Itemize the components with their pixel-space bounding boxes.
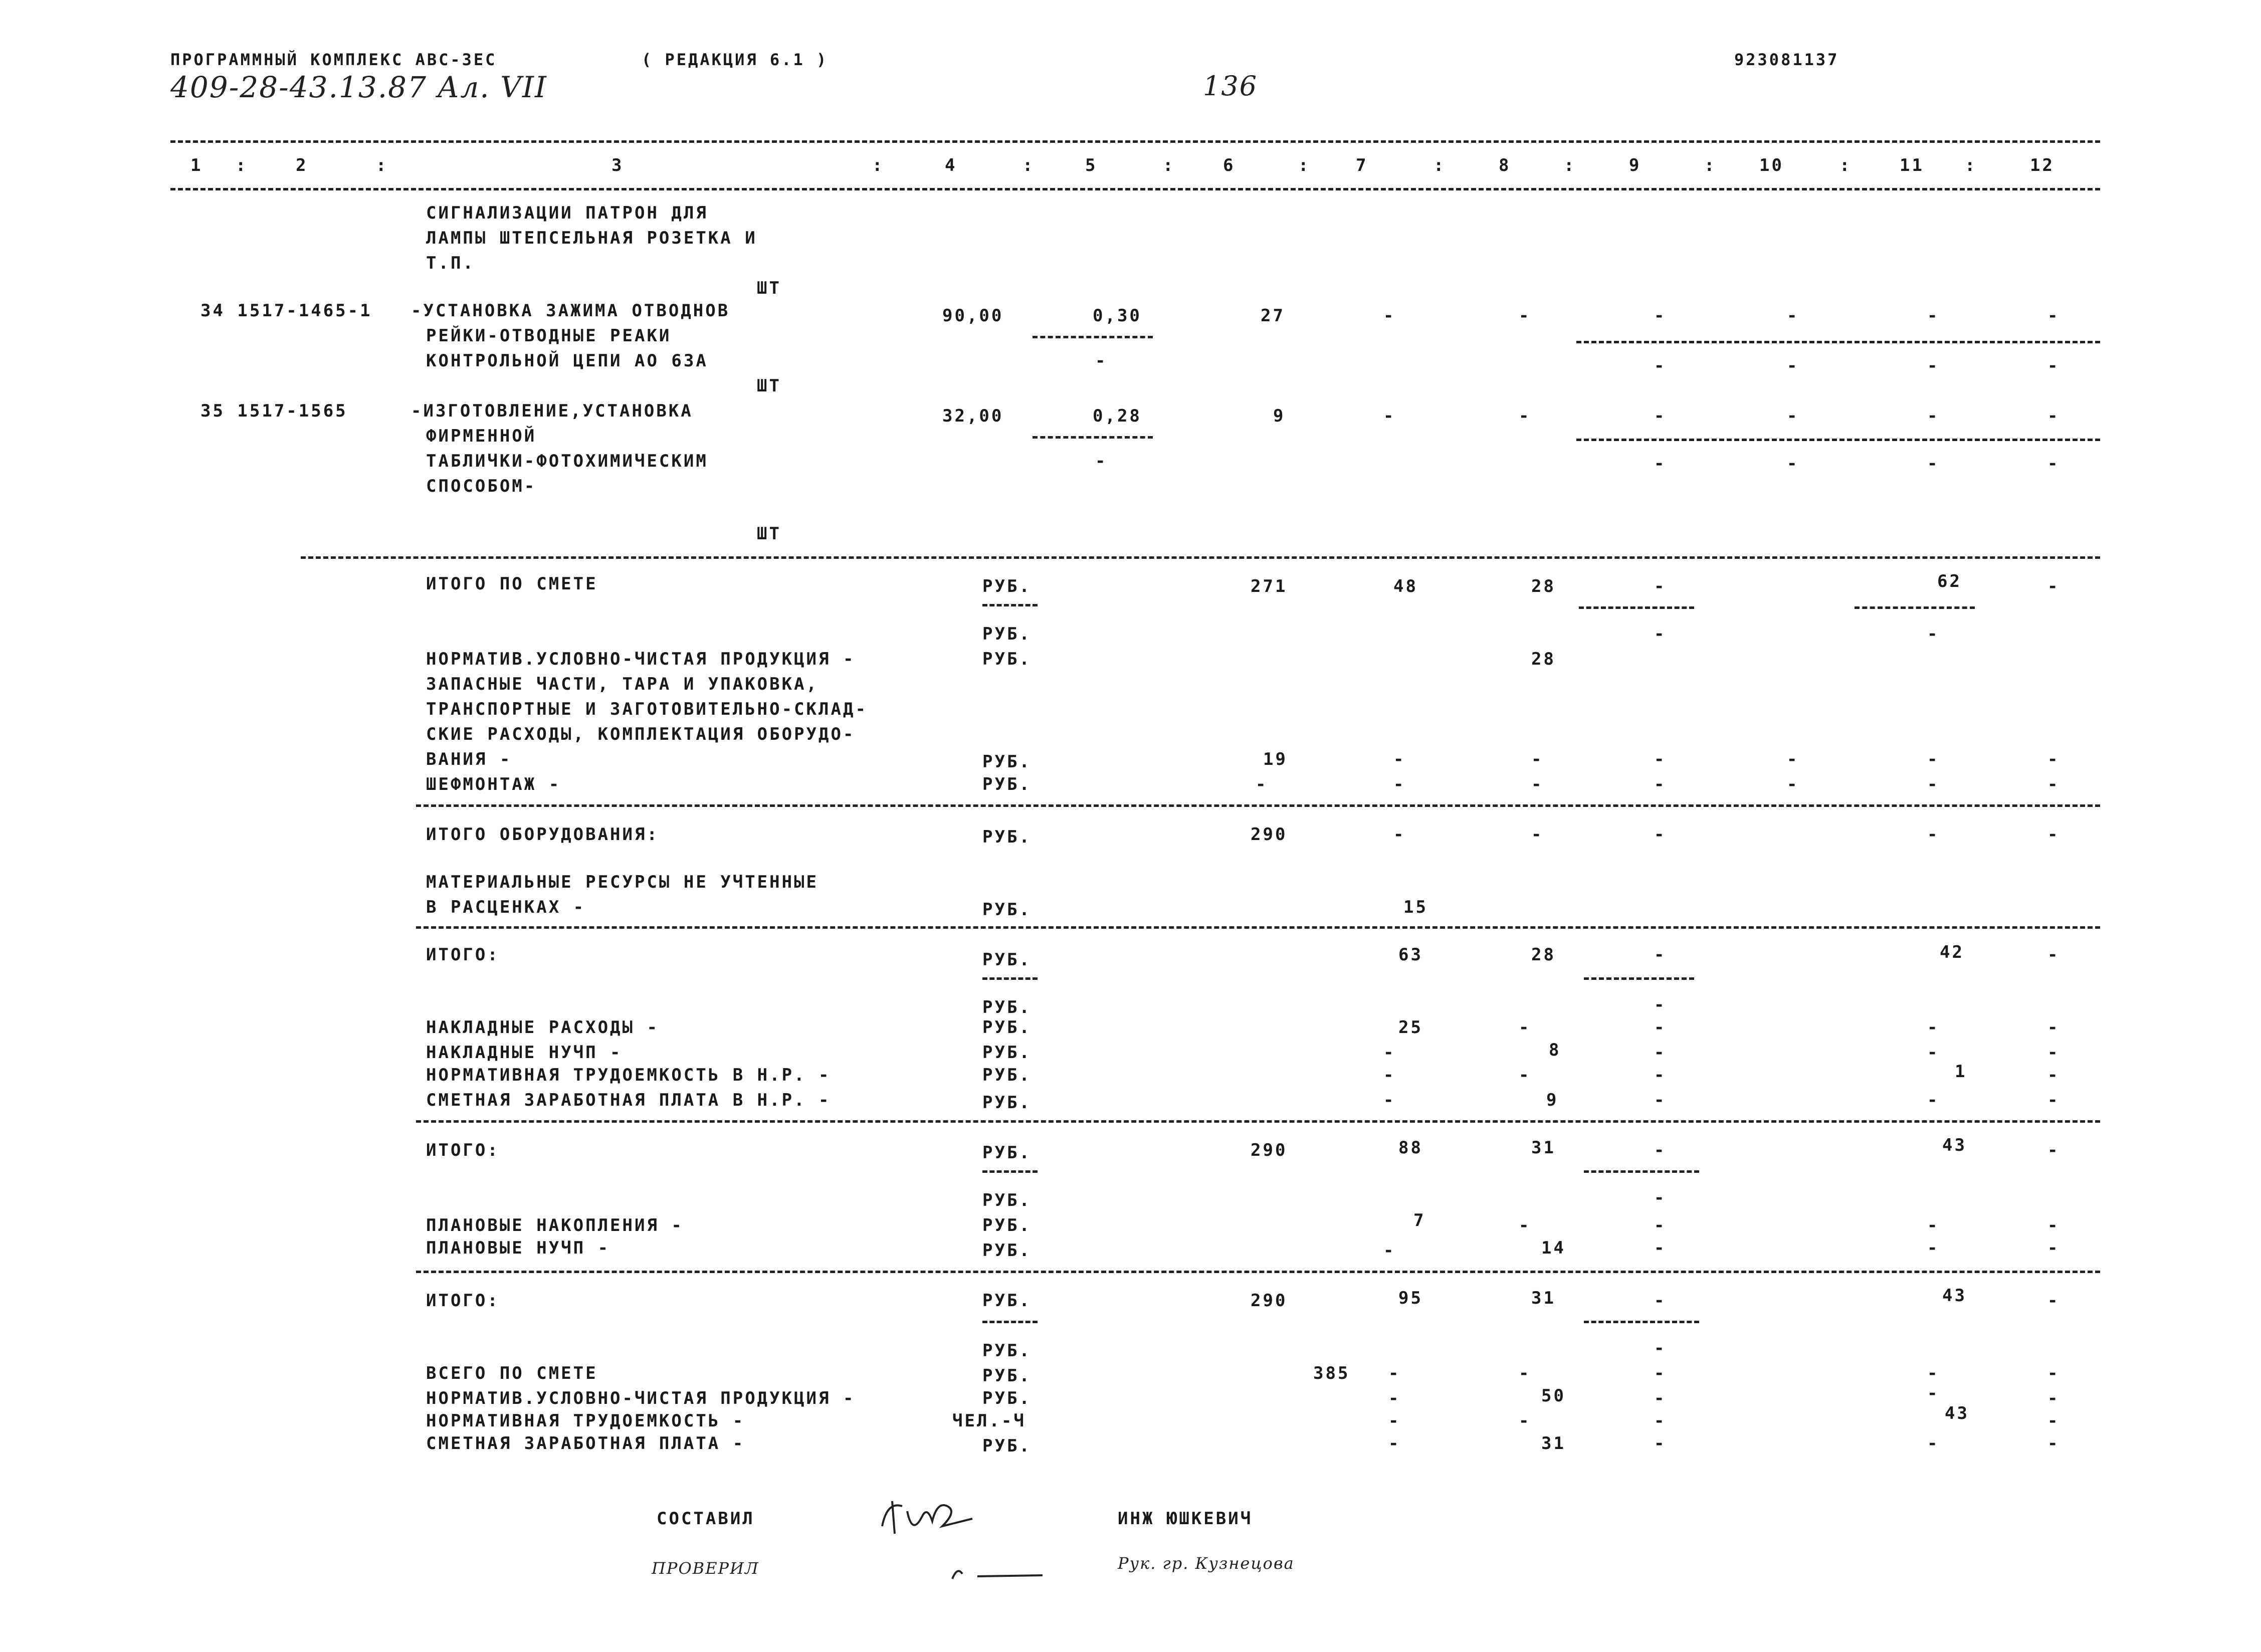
cell-c4: 32,00 bbox=[942, 406, 1004, 426]
cell-c8: 14 bbox=[1541, 1238, 1566, 1258]
row-text: СИГНАЛИЗАЦИИ ПАТРОН ДЛЯ bbox=[426, 203, 708, 223]
section-rule bbox=[416, 1120, 2100, 1123]
col-sep: : bbox=[872, 155, 885, 175]
cell-underline bbox=[1584, 977, 1694, 980]
cell-c12b: - bbox=[2047, 356, 2060, 376]
summary-label: ИТОГО: bbox=[426, 945, 500, 965]
cell-c10b: - bbox=[1787, 454, 1799, 474]
col-sep: : bbox=[1965, 155, 1977, 175]
cell-underline bbox=[1033, 336, 1153, 338]
col-6: 6 bbox=[1223, 155, 1236, 175]
checked-name: Рук. гр. Кузнецова bbox=[1118, 1554, 1295, 1573]
col-sep: : bbox=[1839, 155, 1852, 175]
cell-c9: - bbox=[1654, 1140, 1667, 1160]
cell-c6: 290 bbox=[1251, 1291, 1288, 1311]
col-7: 7 bbox=[1356, 155, 1368, 175]
cell-c8: 31 bbox=[1531, 1288, 1556, 1308]
cell-c8: - bbox=[1519, 406, 1531, 426]
cell-c8: 31 bbox=[1531, 1138, 1556, 1158]
col-9: 9 bbox=[1629, 155, 1641, 175]
cell-c7: - bbox=[1383, 306, 1396, 326]
cell-c9b: - bbox=[1654, 1338, 1667, 1358]
col-10: 10 bbox=[1759, 155, 1784, 175]
cell-c8: - bbox=[1519, 1017, 1531, 1038]
cell-underline bbox=[982, 1321, 1038, 1323]
cell-c7: - bbox=[1383, 406, 1396, 426]
cell-c9: - bbox=[1654, 576, 1667, 596]
unit-label: ШТ bbox=[757, 278, 781, 298]
unit-label: РУБ. bbox=[982, 900, 1032, 920]
cell-c9: - bbox=[1654, 1291, 1667, 1311]
cell-c10: - bbox=[1787, 749, 1799, 769]
cell-c7: 7 bbox=[1413, 1210, 1426, 1230]
unit-label: РУБ. bbox=[982, 950, 1032, 970]
cell-underline bbox=[1576, 439, 2100, 441]
cell-c8: 50 bbox=[1541, 1386, 1566, 1406]
cell-underline bbox=[1033, 436, 1153, 439]
cell-c9b: - bbox=[1654, 356, 1667, 376]
cell-c8: 28 bbox=[1531, 649, 1556, 669]
cell-c9: - bbox=[1654, 824, 1667, 845]
col-8: 8 bbox=[1499, 155, 1511, 175]
cell-c11: - bbox=[1927, 824, 1940, 845]
unit-label: РУБ. bbox=[982, 1093, 1032, 1113]
cell-c7: - bbox=[1388, 1388, 1401, 1408]
unit-label: ЧЕЛ.-Ч bbox=[952, 1411, 1026, 1431]
cell-c9b: - bbox=[1654, 995, 1667, 1015]
cell-c11: 62 bbox=[1937, 571, 1962, 591]
cell-underline bbox=[1855, 606, 1975, 609]
document-code: 923081137 bbox=[1734, 50, 1839, 69]
col-sep: : bbox=[1433, 155, 1446, 175]
unit-label: РУБ. bbox=[982, 624, 1032, 644]
cell-c9b: - bbox=[1654, 624, 1667, 644]
cell-c11: - bbox=[1927, 1017, 1940, 1038]
cell-c7: - bbox=[1383, 1043, 1396, 1063]
unit-label: РУБ. bbox=[982, 1388, 1032, 1408]
summary-label: СКИЕ РАСХОДЫ, КОМПЛЕКТАЦИЯ ОБОРУДО- bbox=[426, 724, 856, 744]
cell-c5: 0,30 bbox=[1093, 306, 1142, 326]
cell-c7: - bbox=[1393, 824, 1406, 845]
cell-c11: 43 bbox=[1942, 1286, 1967, 1306]
cell-c11: - bbox=[1927, 774, 1940, 794]
summary-label: НОРМАТИВНАЯ ТРУДОЕМКОСТЬ В Н.Р. - bbox=[426, 1065, 831, 1085]
checked-label: ПРОВЕРИЛ bbox=[652, 1559, 759, 1578]
unit-label: РУБ. bbox=[982, 997, 1032, 1017]
cell-c7: - bbox=[1383, 1090, 1396, 1110]
cell-c11: - bbox=[1927, 406, 1940, 426]
col-2: 2 bbox=[296, 155, 308, 175]
summary-label: ВСЕГО ПО СМЕТЕ bbox=[426, 1363, 598, 1383]
cell-c12: - bbox=[2047, 1291, 2060, 1311]
col-sep: : bbox=[236, 155, 248, 175]
page-number: 136 bbox=[1203, 70, 1258, 102]
cell-c9: - bbox=[1654, 406, 1667, 426]
handwritten-reference: 409-28-43.13.87 Ал. VII bbox=[170, 70, 547, 104]
cell-c11: 43 bbox=[1942, 1135, 1967, 1155]
unit-label: РУБ. bbox=[982, 649, 1032, 669]
unit-label: РУБ. bbox=[982, 1366, 1032, 1386]
program-title: ПРОГРАММНЫЙ КОМПЛЕКС АВС-ЗЕС bbox=[170, 50, 497, 69]
cell-c9: - bbox=[1654, 1388, 1667, 1408]
cell-c12: - bbox=[2047, 1215, 2060, 1235]
cell-c9: - bbox=[1654, 1043, 1667, 1063]
summary-label: НАКЛАДНЫЕ РАСХОДЫ - bbox=[426, 1017, 659, 1038]
cell-c8: - bbox=[1531, 749, 1544, 769]
summary-label: ИТОГО ПО СМЕТЕ bbox=[426, 574, 598, 594]
summary-label: МАТЕРИАЛЬНЫЕ РЕСУРСЫ НЕ УЧТЕННЫЕ bbox=[426, 872, 819, 892]
row-text: ЛАМПЫ ШТЕПСЕЛЬНАЯ РОЗЕТКА И bbox=[426, 228, 757, 248]
row-text: РЕЙКИ-ОТВОДНЫЕ РЕАКИ bbox=[426, 326, 672, 346]
summary-label: ШЕФМОНТАЖ - bbox=[426, 774, 561, 794]
cell-c8: 8 bbox=[1549, 1040, 1561, 1060]
cell-c7: - bbox=[1388, 1433, 1401, 1454]
cell-c5: 0,28 bbox=[1093, 406, 1142, 426]
header-bottom-rule bbox=[170, 188, 2100, 190]
header-top-rule bbox=[170, 140, 2100, 143]
col-11: 11 bbox=[1900, 155, 1924, 175]
cell-c7: - bbox=[1393, 774, 1406, 794]
summary-label: ЗАПАСНЫЕ ЧАСТИ, ТАРА И УПАКОВКА, bbox=[426, 674, 819, 694]
cell-c11: 1 bbox=[1955, 1062, 1967, 1082]
handwritten-signature-1 bbox=[872, 1491, 992, 1551]
cell-c11: - bbox=[1927, 1043, 1940, 1063]
cell-underline bbox=[1579, 606, 1694, 609]
cell-c8: - bbox=[1519, 1411, 1531, 1431]
cell-c8: 28 bbox=[1531, 945, 1556, 965]
compiled-name: ИНЖ ЮШКЕВИЧ bbox=[1118, 1509, 1253, 1529]
row-text: КОНТРОЛЬНОЙ ЦЕПИ АО 63А bbox=[426, 351, 708, 371]
cell-c9: - bbox=[1654, 1090, 1667, 1110]
cell-c8: 9 bbox=[1546, 1090, 1559, 1110]
col-5: 5 bbox=[1085, 155, 1098, 175]
cell-c9: - bbox=[1654, 306, 1667, 326]
cell-c12: - bbox=[2047, 749, 2060, 769]
cell-c9b: - bbox=[1654, 1188, 1667, 1208]
cell-c8: - bbox=[1531, 824, 1544, 845]
row-text: -УСТАНОВКА ЗАЖИМА ОТВОДНОВ bbox=[411, 301, 730, 321]
unit-label: РУБ. bbox=[982, 1215, 1032, 1235]
cell-c8: 31 bbox=[1541, 1433, 1566, 1454]
col-sep: : bbox=[376, 155, 388, 175]
cell-c11b: - bbox=[1927, 356, 1940, 376]
cell-c11: - bbox=[1927, 1238, 1940, 1258]
cell-c5b: - bbox=[1095, 451, 1108, 471]
unit-label: РУБ. bbox=[982, 1341, 1032, 1361]
cell-c6: 27 bbox=[1261, 306, 1285, 326]
cell-c6: 19 bbox=[1263, 749, 1288, 769]
cell-c8: 28 bbox=[1531, 576, 1556, 596]
col-sep: : bbox=[1298, 155, 1311, 175]
cell-c9: - bbox=[1654, 774, 1667, 794]
col-sep: : bbox=[1704, 155, 1717, 175]
summary-label: НОРМАТИВ.УСЛОВНО-ЧИСТАЯ ПРОДУКЦИЯ - bbox=[426, 649, 856, 669]
col-4: 4 bbox=[945, 155, 957, 175]
cell-c9: - bbox=[1654, 1215, 1667, 1235]
cell-c12: - bbox=[2047, 945, 2060, 965]
cell-underline bbox=[982, 604, 1038, 606]
summary-label: ИТОГО ОБОРУДОВАНИЯ: bbox=[426, 824, 659, 845]
summary-label: ВАНИЯ - bbox=[426, 749, 512, 769]
cell-c9: - bbox=[1654, 1065, 1667, 1085]
cell-c12: - bbox=[2047, 824, 2060, 845]
cell-c8: - bbox=[1519, 1065, 1531, 1085]
cell-c9: - bbox=[1654, 1238, 1667, 1258]
unit-label: РУБ. bbox=[982, 752, 1032, 772]
row-number: 34 1517-1465-1 bbox=[200, 301, 372, 321]
cell-c7: 88 bbox=[1398, 1138, 1423, 1158]
unit-label: РУБ. bbox=[982, 1241, 1032, 1261]
cell-c9: - bbox=[1654, 1363, 1667, 1383]
summary-label: ИТОГО: bbox=[426, 1291, 500, 1311]
summary-label: НОРМАТИВ.УСЛОВНО-ЧИСТАЯ ПРОДУКЦИЯ - bbox=[426, 1388, 856, 1408]
cell-c7: - bbox=[1383, 1241, 1396, 1261]
cell-c8: - bbox=[1519, 1363, 1531, 1383]
summary-label: НОРМАТИВНАЯ ТРУДОЕМКОСТЬ - bbox=[426, 1411, 745, 1431]
cell-underline bbox=[1576, 341, 2100, 343]
cell-c11: - bbox=[1927, 1433, 1940, 1454]
unit-label: РУБ. bbox=[982, 1017, 1032, 1038]
cell-c12: - bbox=[2047, 1090, 2060, 1110]
cell-c9: - bbox=[1654, 1433, 1667, 1454]
cell-c7: 48 bbox=[1393, 576, 1418, 596]
cell-c11: 42 bbox=[1940, 942, 1964, 962]
cell-underline bbox=[982, 1170, 1038, 1173]
cell-c12b: - bbox=[2047, 454, 2060, 474]
cell-c8: - bbox=[1519, 306, 1531, 326]
section-rule bbox=[301, 556, 2100, 559]
cell-c7: 15 bbox=[1403, 897, 1428, 917]
cell-c6: 290 bbox=[1251, 1140, 1288, 1160]
cell-underline bbox=[982, 977, 1038, 980]
cell-c8: - bbox=[1519, 1215, 1531, 1235]
cell-c12: - bbox=[2047, 1140, 2060, 1160]
cell-c12: - bbox=[2047, 576, 2060, 596]
cell-c11b: - bbox=[1927, 624, 1940, 644]
summary-label: СМЕТНАЯ ЗАРАБОТНАЯ ПЛАТА В Н.Р. - bbox=[426, 1090, 831, 1110]
cell-c7: - bbox=[1393, 749, 1406, 769]
summary-label: В РАСЦЕНКАХ - bbox=[426, 897, 586, 917]
cell-c6: 9 bbox=[1273, 406, 1286, 426]
cell-c11: - bbox=[1927, 1215, 1940, 1235]
cell-underline bbox=[1584, 1321, 1699, 1323]
cell-c10b: - bbox=[1787, 356, 1799, 376]
unit-label: РУБ. bbox=[982, 774, 1032, 794]
col-3: 3 bbox=[611, 155, 624, 175]
cell-c11: 43 bbox=[1945, 1403, 1969, 1423]
summary-label: НАКЛАДНЫЕ НУЧП - bbox=[426, 1043, 623, 1063]
cell-c6: 385 bbox=[1313, 1363, 1350, 1383]
col-12: 12 bbox=[2030, 155, 2054, 175]
cell-c11: - bbox=[1927, 1383, 1940, 1403]
cell-c12: - bbox=[2047, 306, 2060, 326]
cell-c10: - bbox=[1787, 774, 1799, 794]
col-sep: : bbox=[1564, 155, 1576, 175]
cell-underline bbox=[1584, 1170, 1699, 1173]
summary-label: ИТОГО: bbox=[426, 1140, 500, 1160]
summary-label: ПЛАНОВЫЕ НАКОПЛЕНИЯ - bbox=[426, 1215, 684, 1235]
summary-label: ТРАНСПОРТНЫЕ И ЗАГОТОВИТЕЛЬНО-СКЛАД- bbox=[426, 699, 868, 719]
cell-c11: - bbox=[1927, 749, 1940, 769]
section-rule bbox=[416, 804, 2100, 807]
unit-label: РУБ. bbox=[982, 1291, 1032, 1311]
cell-c11b: - bbox=[1927, 454, 1940, 474]
summary-label: ПЛАНОВЫЕ НУЧП - bbox=[426, 1238, 610, 1258]
cell-c6: 271 bbox=[1251, 576, 1288, 596]
unit-label: РУБ. bbox=[982, 827, 1032, 847]
cell-c11: - bbox=[1927, 1363, 1940, 1383]
unit-label: РУБ. bbox=[982, 1190, 1032, 1210]
cell-c6: 290 bbox=[1251, 824, 1288, 845]
cell-c12: - bbox=[2047, 1363, 2060, 1383]
cell-c7: 63 bbox=[1398, 945, 1423, 965]
col-1: 1 bbox=[190, 155, 203, 175]
cell-c5b: - bbox=[1095, 351, 1108, 371]
unit-label: РУБ. bbox=[982, 1065, 1032, 1085]
cell-c7: - bbox=[1388, 1363, 1401, 1383]
cell-c12: - bbox=[2047, 1065, 2060, 1085]
row-text: ТАБЛИЧКИ-ФОТОХИМИЧЕСКИМ bbox=[426, 451, 708, 471]
row-text: ФИРМЕННОЙ bbox=[426, 426, 537, 446]
cell-c8: - bbox=[1531, 774, 1544, 794]
unit-label: ШТ bbox=[757, 524, 781, 544]
cell-c12: - bbox=[2047, 406, 2060, 426]
cell-c9b: - bbox=[1654, 454, 1667, 474]
cell-c12: - bbox=[2047, 1433, 2060, 1454]
unit-label: РУБ. bbox=[982, 576, 1032, 596]
cell-c12: - bbox=[2047, 1411, 2060, 1431]
summary-label: СМЕТНАЯ ЗАРАБОТНАЯ ПЛАТА - bbox=[426, 1433, 745, 1454]
cell-c7: 25 bbox=[1398, 1017, 1423, 1038]
row-text: СПОСОБОМ- bbox=[426, 476, 537, 496]
col-sep: : bbox=[1022, 155, 1035, 175]
section-rule bbox=[416, 1271, 2100, 1273]
cell-c12: - bbox=[2047, 1238, 2060, 1258]
edition-label: ( РЕДАКЦИЯ 6.1 ) bbox=[642, 50, 829, 69]
col-sep: : bbox=[1163, 155, 1175, 175]
cell-c12: - bbox=[2047, 1017, 2060, 1038]
unit-label: РУБ. bbox=[982, 1043, 1032, 1063]
cell-c6: - bbox=[1256, 774, 1268, 794]
cell-c12: - bbox=[2047, 774, 2060, 794]
cell-c12: - bbox=[2047, 1043, 2060, 1063]
cell-c10: - bbox=[1787, 406, 1799, 426]
cell-c11: - bbox=[1927, 1090, 1940, 1110]
cell-c9: - bbox=[1654, 945, 1667, 965]
cell-c7: - bbox=[1383, 1065, 1396, 1085]
cell-c10: - bbox=[1787, 306, 1799, 326]
cell-c9: - bbox=[1654, 1017, 1667, 1038]
unit-label: РУБ. bbox=[982, 1436, 1032, 1456]
cell-c7: - bbox=[1388, 1411, 1401, 1431]
cell-c9: - bbox=[1654, 749, 1667, 769]
unit-label: ШТ bbox=[757, 376, 781, 396]
row-text: -ИЗГОТОВЛЕНИЕ,УСТАНОВКА bbox=[411, 401, 693, 421]
handwritten-signature-2 bbox=[942, 1556, 1053, 1586]
cell-c7: 95 bbox=[1398, 1288, 1423, 1308]
cell-c9: - bbox=[1654, 1411, 1667, 1431]
section-rule bbox=[416, 926, 2100, 929]
cell-c4: 90,00 bbox=[942, 306, 1004, 326]
cell-c11: - bbox=[1927, 306, 1940, 326]
row-number: 35 1517-1565 bbox=[200, 401, 348, 421]
compiled-label: СОСТАВИЛ bbox=[657, 1509, 755, 1529]
cell-c12: - bbox=[2047, 1388, 2060, 1408]
unit-label: РУБ. bbox=[982, 1143, 1032, 1163]
row-text: Т.П. bbox=[426, 253, 475, 273]
